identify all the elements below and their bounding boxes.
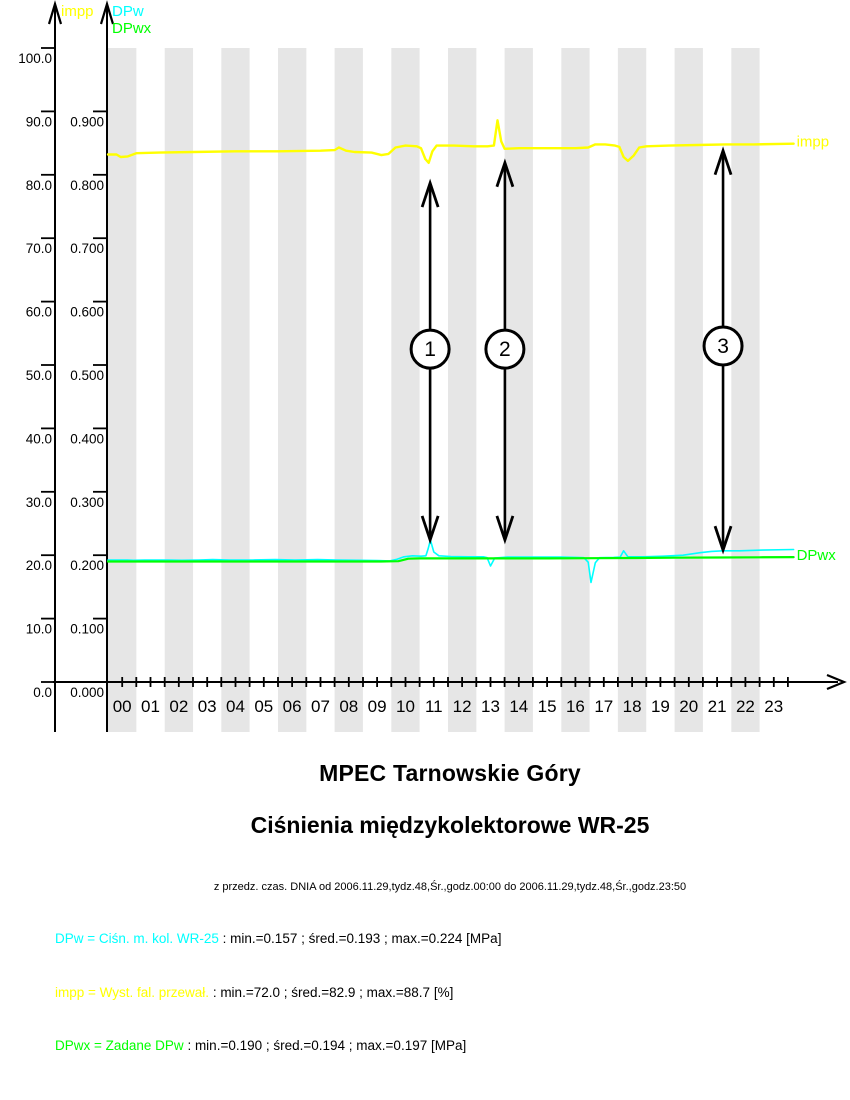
- hour-label: 06: [282, 697, 302, 716]
- legend-stats-impp: : min.=72.0 ; śred.=82.9 ; max.=88.7 [%]: [209, 985, 454, 1000]
- mpa-tick-label: 0.200: [70, 558, 104, 574]
- legend-name-dpwx: DPwx = Zadane DPw: [55, 1038, 184, 1053]
- mpa-tick-label: 0.000: [70, 685, 104, 700]
- page-title: MPEC Tarnowskie Góry: [319, 760, 581, 786]
- hour-label: 08: [339, 697, 359, 716]
- hour-label: 01: [141, 697, 160, 716]
- percent-tick-label: 70.0: [25, 241, 52, 257]
- percent-tick-label: 90.0: [25, 114, 52, 130]
- mpa-axis-title-dpw: DPw: [112, 3, 144, 20]
- mpa-tick-label: 0.100: [70, 621, 104, 637]
- mpa-tick-label: 0.500: [70, 368, 104, 383]
- time-range-caption: z przedz. czas. DNIA od 2006.11.29,tydz.48,Śr.,godz.00:00 do 2006.11.29,tydz.48,Śr.,godz.23:50: [213, 881, 687, 893]
- hour-label: 09: [367, 697, 387, 716]
- legend-stats-dpwx: : min.=0.190 ; śred.=0.194 ; max.=0.197 [MPa]: [183, 1038, 467, 1053]
- hour-label: 23: [764, 697, 784, 716]
- hour-label: 15: [537, 697, 557, 716]
- annotation-number: 3: [717, 334, 729, 358]
- hour-band: [165, 48, 193, 732]
- hour-label: 20: [679, 697, 699, 716]
- hour-label: 12: [452, 697, 472, 716]
- page-subtitle: Ciśnienia międzykolektorowe WR-25: [250, 812, 650, 838]
- legend-row-dpw: [55, 931, 501, 946]
- legend-row-impp: [55, 985, 453, 1000]
- legend-name-impp: impp = Wyst. fal. przewał.: [55, 985, 210, 1000]
- mpa-tick-label: 0.800: [70, 177, 104, 193]
- mpa-tick-label: 0.400: [70, 431, 104, 447]
- mpa-axis-title-dpwx: DPwx: [112, 20, 152, 37]
- legend-stats-dpw: : min.=0.157 ; śred.=0.193 ; max.=0.224 [MPa]: [218, 931, 502, 946]
- annotation-number: 2: [499, 338, 511, 362]
- hour-band: [505, 48, 533, 732]
- legend-name-dpw: DPw = Ciśn. m. kol. WR-25: [55, 931, 219, 946]
- mpa-tick-label: 0.300: [70, 494, 104, 510]
- hour-band: [561, 48, 589, 732]
- percent-tick-label: 100.0: [18, 51, 52, 66]
- hour-band: [731, 48, 759, 732]
- hour-label: 18: [622, 697, 642, 716]
- legend-row-dpwx: [55, 1038, 466, 1053]
- hour-label: 03: [197, 697, 217, 716]
- mpa-tick-label: 0.700: [70, 241, 104, 257]
- hour-label: 21: [707, 697, 727, 716]
- annotation-number: 1: [424, 338, 436, 362]
- percent-tick-label: 80.0: [25, 177, 52, 193]
- percent-tick-label: 20.0: [25, 558, 52, 574]
- hour-label: 05: [254, 697, 274, 716]
- percent-tick-label: 60.0: [25, 304, 52, 320]
- hour-label: 19: [650, 697, 670, 716]
- mpa-tick-label: 0.900: [70, 114, 104, 130]
- percent-tick-label: 0.0: [33, 685, 52, 700]
- percent-tick-label: 50.0: [25, 368, 52, 383]
- hour-label: 13: [480, 697, 500, 716]
- hour-band: [391, 48, 419, 732]
- series-end-label-DPwx: DPwx: [796, 547, 836, 565]
- hour-label: 02: [169, 697, 189, 716]
- hour-band: [448, 48, 476, 732]
- mpa-tick-label: 0.600: [70, 304, 104, 320]
- hour-label: 07: [311, 697, 330, 716]
- hour-label: 10: [396, 697, 415, 716]
- percent-tick-label: 30.0: [25, 494, 52, 510]
- hour-label: 22: [735, 697, 755, 716]
- hour-label: 17: [594, 697, 614, 716]
- hour-label: 14: [509, 697, 529, 716]
- percent-tick-label: 10.0: [25, 621, 52, 637]
- percent-axis-title: impp: [61, 3, 94, 20]
- series-end-label-impp: impp: [796, 133, 830, 151]
- hour-label: 16: [565, 697, 585, 716]
- hour-band: [108, 48, 136, 732]
- hour-band: [675, 48, 703, 732]
- hour-label: 11: [424, 697, 443, 716]
- hour-label: 04: [226, 697, 245, 716]
- hour-label: 00: [112, 697, 132, 716]
- percent-tick-label: 40.0: [25, 431, 52, 447]
